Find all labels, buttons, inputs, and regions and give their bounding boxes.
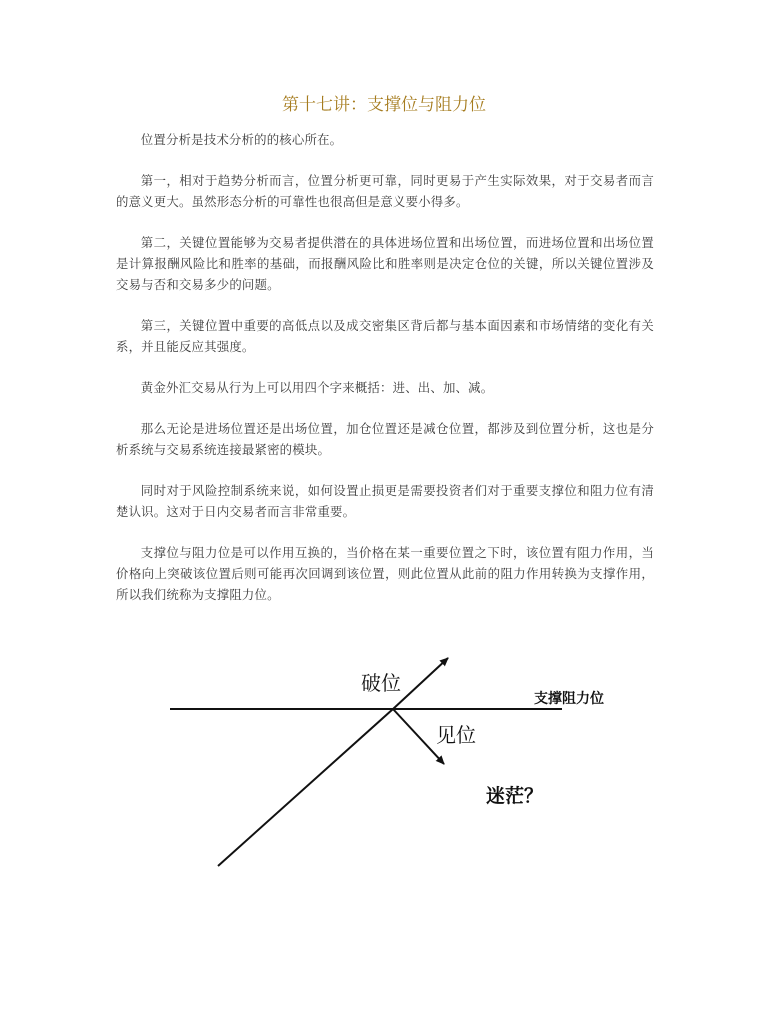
page-title: 第十七讲：支撑位与阻力位 bbox=[282, 95, 486, 115]
paragraph: 位置分析是技术分析的的核心所在。 bbox=[140, 132, 343, 147]
paragraph: 第三，关键位置中重要的高低点以及成交密集区背后都与基本面因素和市场情绪的变化有关系，并且能反应其强度。 bbox=[116, 318, 654, 354]
support-resistance-diagram bbox=[0, 640, 768, 900]
paragraph: 那么无论是进场位置还是出场位置，加仓位置还是减仓位置，都涉及到位置分析，这也是分析系统与交易系统连接最紧密的模块。 bbox=[116, 421, 654, 457]
breakout-arrow bbox=[393, 658, 448, 709]
price-rise-line bbox=[218, 709, 393, 866]
article-body bbox=[116, 129, 654, 625]
paragraph: 支撑位与阻力位是可以作用互换的，当价格在某一重要位置之下时，该位置有阻力作用，当价格向上突破该位置后则可能再次回调到该位置，则此位置从此前的阻力作用转换为支撑作用，所以我们统称为支撑阻力位。 bbox=[116, 545, 654, 602]
paragraph: 黄金外汇交易从行为上可以用四个字来概括：进、出、加、减。 bbox=[140, 380, 494, 395]
paragraph: 同时对于风险控制系统来说，如何设置止损更是需要投资者们对于重要支撑位和阻力位有清楚认识。这对于日内交易者而言非常重要。 bbox=[116, 483, 654, 519]
label-rejection: 见位 bbox=[436, 723, 476, 747]
label-support-resistance: 支撑阻力位 bbox=[534, 691, 604, 707]
label-confused: 迷茫？ bbox=[486, 785, 544, 807]
paragraph: 第二，关键位置能够为交易者提供潜在的具体进场位置和出场位置，而进场位置和出场位置是计算报酬风险比和胜率的基础，而报酬风险比和胜率则是决定仓位的关键，所以关键位置涉及交易与否和交易多少的问题。 bbox=[116, 235, 654, 292]
label-breakout: 破位 bbox=[361, 671, 401, 695]
paragraph: 第一，相对于趋势分析而言，位置分析更可靠，同时更易于产生实际效果，对于交易者而言的意义更大。虽然形态分析的可靠性也很高但是意义要小得多。 bbox=[116, 173, 654, 209]
